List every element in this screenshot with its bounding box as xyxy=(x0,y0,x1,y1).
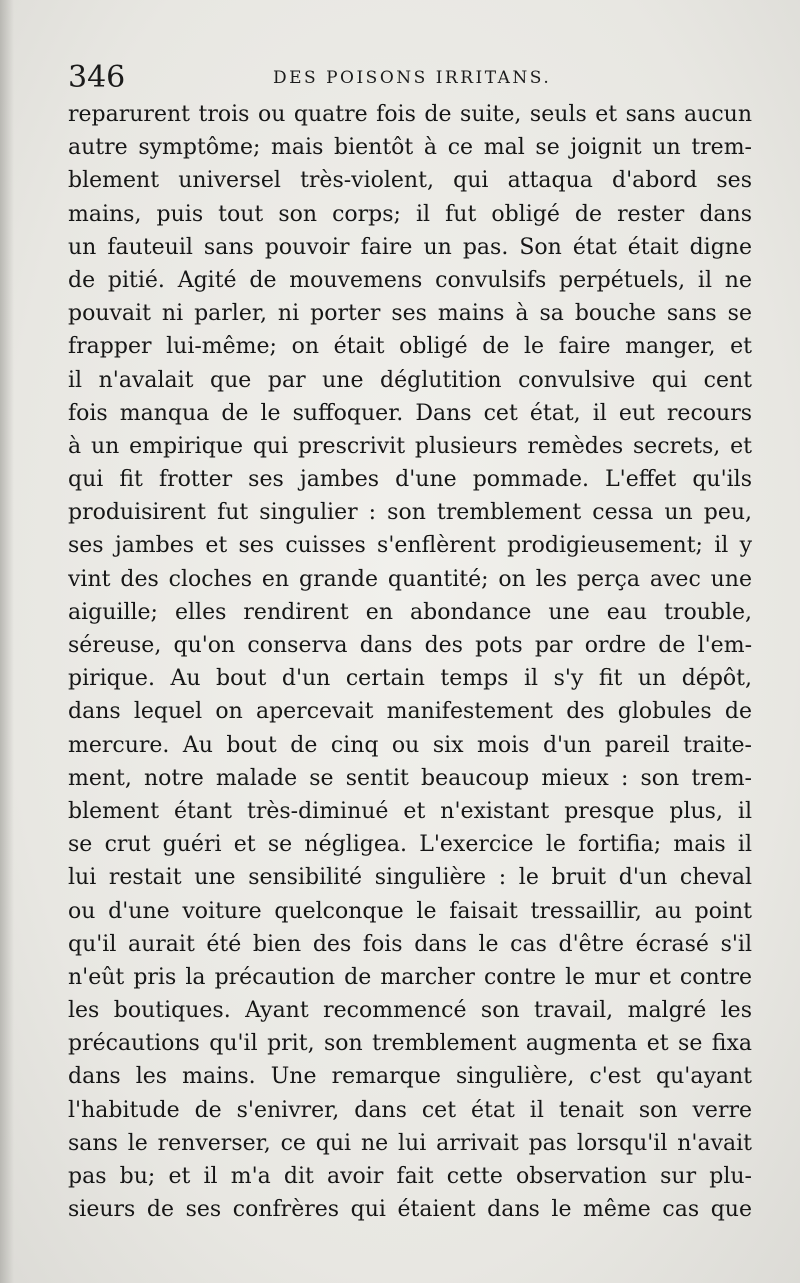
text-line: reparurent trois ou quatre fois de suite, seuls et sans aucun xyxy=(68,102,752,127)
text-line: se crut guéri et se négligea. L'exercice le fortifia; mais il xyxy=(68,832,752,858)
text-line: pouvait ni parler, ni porter ses mains à sa bouche sans se xyxy=(68,301,752,327)
text-line: pirique. Au bout d'un certain temps il s'y fit un dépôt, xyxy=(68,666,752,692)
text-line: dans lequel on apercevait manifestement des globules de xyxy=(68,699,752,725)
text-line: sans le renverser, ce qui ne lui arrivait pas lorsqu'il n'avait xyxy=(68,1130,752,1156)
text-line: pas bu; et il m'a dit avoir fait cette observation sur plu- xyxy=(68,1164,752,1189)
text-line: frapper lui-même; on était obligé de le faire manger, et xyxy=(68,334,752,360)
text-line: blement universel très-violent, qui attaqua d'abord ses xyxy=(68,168,752,194)
page-gutter-shadow xyxy=(0,0,14,1283)
text-line: à un empirique qui prescrivit plusieurs remèdes secrets, et xyxy=(68,433,752,459)
text-line: dans les mains. Une remarque singulière, c'est qu'ayant xyxy=(68,1064,752,1090)
text-line: l'habitude de s'enivrer, dans cet état il tenait son verre xyxy=(68,1097,752,1123)
text-line: n'eût pris la précaution de marcher contre le mur et contre xyxy=(68,964,752,990)
text-line: aiguille; elles rendirent en abondance une eau trouble, xyxy=(68,599,752,625)
text-line: qu'il aurait été bien des fois dans le cas d'être écrasé s'il xyxy=(68,931,752,957)
text-line: vint des cloches en grande quantité; on les perça avec une xyxy=(68,566,752,592)
text-line: de pitié. Agité de mouvemens convulsifs perpétuels, il ne xyxy=(68,267,752,293)
text-line: produisirent fut singulier : son tremblement cessa un peu, xyxy=(68,500,752,526)
text-line: blement étant très-diminué et n'existant presque plus, il xyxy=(68,798,752,824)
text-line: lui restait une sensibilité singulière : le bruit d'un cheval xyxy=(68,865,752,891)
text-line: fois manqua de le suffoquer. Dans cet état, il eut recours xyxy=(68,400,752,426)
text-line: autre symptôme; mais bientôt à ce mal se joignit un trem- xyxy=(68,135,752,161)
body-text xyxy=(68,98,752,1226)
text-line: séreuse, qu'on conserva dans des pots par ordre de l'em- xyxy=(68,633,752,658)
text-line: ses jambes et ses cuisses s'enflèrent prodigieusement; il y xyxy=(68,533,752,559)
page-number: 346 xyxy=(68,60,126,95)
text-line: ou d'une voiture quelconque le faisait tressaillir, au point xyxy=(68,898,752,924)
text-line: mains, puis tout son corps; il fut obligé de rester dans xyxy=(68,201,752,227)
text-line: les boutiques. Ayant recommencé son travail, malgré les xyxy=(68,998,752,1024)
text-line: précautions qu'il prit, son tremblement augmenta et se fixa xyxy=(68,1031,752,1057)
text-line: qui fit frotter ses jambes d'une pommade. L'effet qu'ils xyxy=(68,467,752,493)
running-title: DES POISONS IRRITANS. xyxy=(273,68,552,88)
text-line: un fauteuil sans pouvoir faire un pas. Son état était digne xyxy=(68,234,752,260)
page-header xyxy=(68,58,758,98)
text-line: ment, notre malade se sentit beaucoup mieux : son trem- xyxy=(68,765,752,791)
text-line: sieurs de ses confrères qui étaient dans le même cas que xyxy=(68,1197,752,1223)
text-line: il n'avalait que par une déglutition convulsive qui cent xyxy=(68,367,752,393)
text-line: mercure. Au bout de cinq ou six mois d'un pareil traite- xyxy=(68,732,752,758)
